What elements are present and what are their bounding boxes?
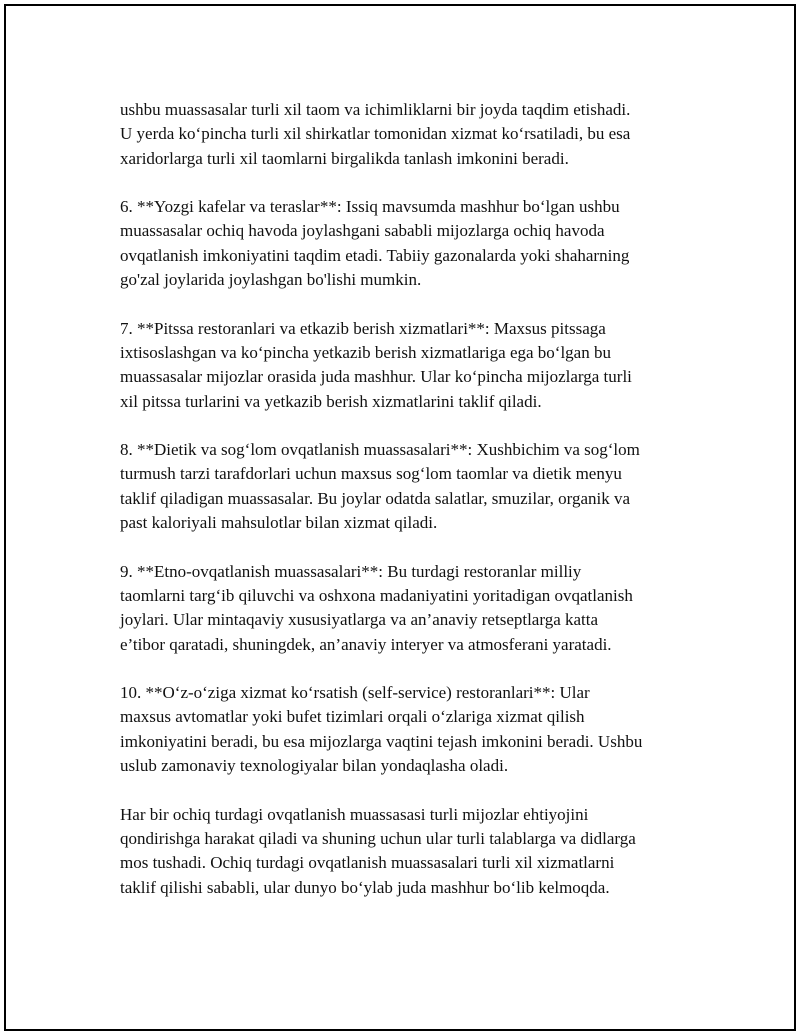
text-line: taomlarni targ‘ib qiluvchi va oshxona madaniyatini yoritadigan ovqatlanish [120,585,633,605]
document-body [120,98,700,924]
text-line: e’tibor qaratadi, shuningdek, an’anaviy interyer va atmosferani yaratadi. [120,634,612,654]
text-line: go'zal joylarida joylashgan bo'lishi mumkin. [120,270,422,290]
text-line: turmush tarzi tarafdorlari uchun maxsus sog‘lom taomlar va dietik menyu [120,464,622,484]
text-line: ixtisoslashgan va ko‘pincha yetkazib berish xizmatlariga ega bo‘lgan bu [120,342,611,362]
paragraph-conclusion [120,803,700,900]
text-line: ovqatlanish imkoniyatini taqdim etadi. Tabiiy gazonalarda yoki shaharning [120,245,630,265]
text-line: Har bir ochiq turdagi ovqatlanish muassasasi turli mijozlar ehtiyojini [120,804,589,824]
text-line: xil pitssa turlarini va yetkazib berish xizmatlarini taklif qiladi. [120,391,542,411]
text-line: mos tushadi. Ochiq turdagi ovqatlanish muassasalari turli xil xizmatlarni [120,853,615,873]
text-line: imkoniyatini beradi, bu esa mijozlarga vaqtini tejash imkonini beradi. Ushbu [120,731,643,751]
text-line: joylari. Ular mintaqaviy xususiyatlarga va an’anaviy retseptlarga katta [120,610,599,630]
text-line: 9. **Etno-ovqatlanish muassasalari**: Bu turdagi restoranlar milliy [120,561,582,581]
text-line: muassasalar ochiq havoda joylashgani sababli mijozlarga ochiq havoda [120,221,605,241]
text-line: past kaloriyali mahsulotlar bilan xizmat qiladi. [120,513,438,533]
text-line: U yerda ko‘pincha turli xil shirkatlar tomonidan xizmat ko‘rsatiladi, bu esa [120,124,631,144]
text-line: 8. **Dietik va sog‘lom ovqatlanish muassasalari**: Xushbichim va sog‘lom [120,440,640,460]
paragraph-item-6 [120,195,700,292]
text-line: muassasalar mijozlar orasida juda mashhur. Ular ko‘pincha mijozlarga turli [120,367,632,387]
text-line: qondirishga harakat qiladi va shuning uchun ular turli talablarga va didlarga [120,828,636,848]
text-line: taklif qilishi sababli, ular dunyo bo‘ylab juda mashhur bo‘lib kelmoqda. [120,877,610,897]
paragraph-item-10 [120,681,700,778]
text-line: ushbu muassasalar turli xil taom va ichimliklarni bir joyda taqdim etishadi. [120,100,631,119]
paragraph-intro-continuation [120,98,700,171]
text-line: 6. **Yozgi kafelar va teraslar**: Issiq mavsumda mashhur bo‘lgan ushbu [120,197,620,217]
text-line: maxsus avtomatlar yoki bufet tizimlari orqali o‘zlariga xizmat qilish [120,707,585,727]
text-line: xaridorlarga turli xil taomlarni birgalikda tanlash imkonini beradi. [120,148,569,168]
text-line: 7. **Pitssa restoranlari va etkazib berish xizmatlari**: Maxsus pitssaga [120,318,606,338]
text-line: 10. **O‘z-o‘ziga xizmat ko‘rsatish (self-service) restoranlari**: Ular [120,683,590,703]
page-frame [4,4,796,1031]
paragraph-item-8 [120,438,700,535]
paragraph-item-7 [120,317,700,414]
paragraph-item-9 [120,560,700,657]
text-line: taklif qiladigan muassasalar. Bu joylar odatda salatlar, smuzilar, organik va [120,488,631,508]
text-line: uslub zamonaviy texnologiyalar bilan yondaqlasha oladi. [120,756,509,776]
